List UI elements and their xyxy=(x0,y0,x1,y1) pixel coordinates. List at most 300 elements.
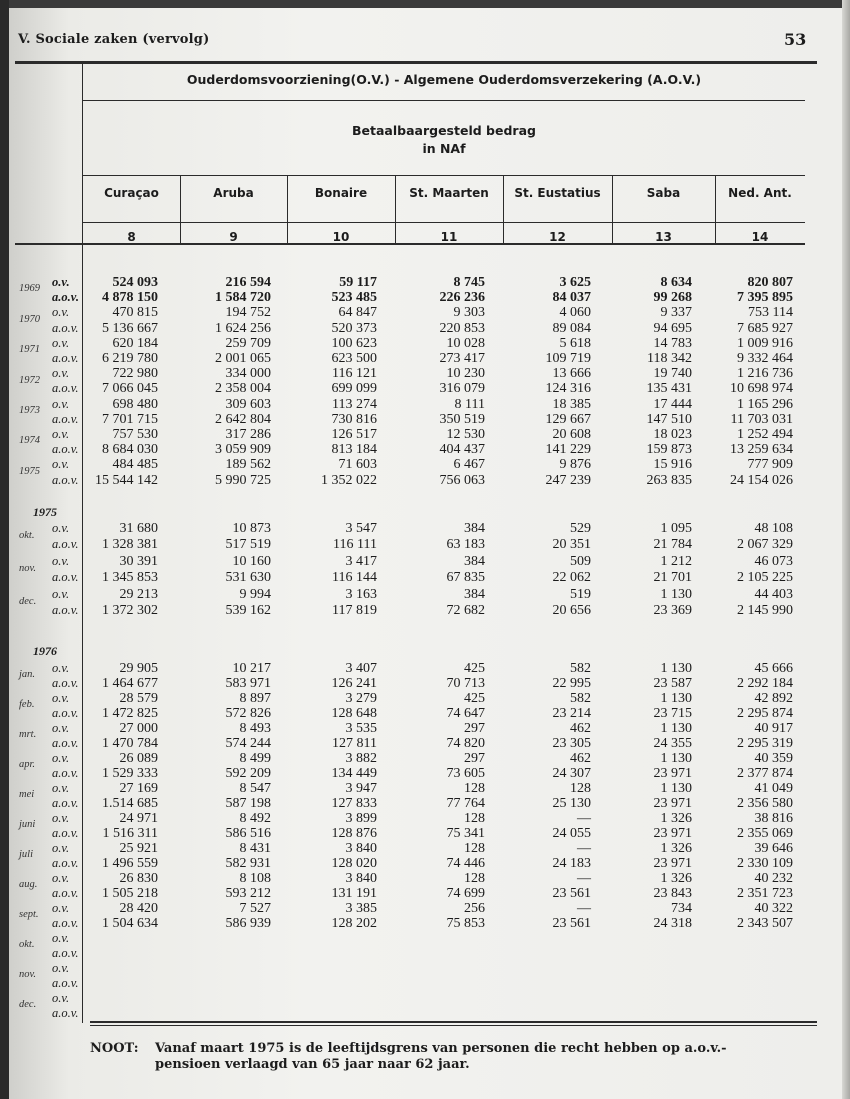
cell-value: 20 608 xyxy=(552,427,591,442)
table-row xyxy=(0,766,850,781)
row-type: o.v. xyxy=(52,521,70,535)
row-type: o.v. xyxy=(52,661,70,675)
cell-value: 593 212 xyxy=(225,886,271,901)
table-top-rule xyxy=(15,61,817,64)
cell-value: 23 305 xyxy=(552,736,591,751)
cell-value: — xyxy=(577,871,591,886)
cell-value: 129 667 xyxy=(545,411,591,427)
cell-value: 1 130 xyxy=(660,751,692,766)
cell-value: 113 274 xyxy=(332,396,377,412)
cell-value: 10 873 xyxy=(232,521,271,536)
period-label: jan. xyxy=(19,669,36,681)
column-header: St. Maarten xyxy=(409,186,489,200)
table-row xyxy=(0,781,850,796)
cell-value: 128 020 xyxy=(331,856,377,871)
table-row xyxy=(0,961,850,976)
cell-value: 350 519 xyxy=(439,411,485,427)
cell-value: 194 752 xyxy=(225,305,271,321)
table-row xyxy=(0,473,850,488)
cell-value: 27 169 xyxy=(119,781,158,796)
cell-value: 256 xyxy=(464,901,485,916)
cell-value: 23 587 xyxy=(653,676,692,691)
period-label: apr. xyxy=(19,759,36,771)
cell-value: 5 618 xyxy=(559,335,591,351)
cell-value: 4 060 xyxy=(559,305,591,321)
cell-value: 10 698 974 xyxy=(730,381,793,397)
cell-value: 3 163 xyxy=(345,586,377,602)
subtitle-line-1: Betaalbaargesteld bedrag xyxy=(352,123,536,138)
cell-value: 59 117 xyxy=(339,275,377,290)
cell-value: 1 326 xyxy=(660,871,692,886)
cell-value: 74 699 xyxy=(446,886,485,901)
cell-value: 14 783 xyxy=(653,335,692,351)
cell-value: 84 037 xyxy=(552,290,591,306)
cell-value: 820 807 xyxy=(747,275,793,290)
section-heading: V. Sociale zaken (vervolg) xyxy=(18,32,210,47)
row-type: o.v. xyxy=(52,396,70,411)
cell-value: 7 066 045 xyxy=(102,381,158,397)
cell-value: 23 971 xyxy=(653,796,692,811)
cell-value: 3 535 xyxy=(345,721,377,736)
row-type: o.v. xyxy=(52,931,70,945)
cell-value: 13 666 xyxy=(552,366,591,382)
cell-value: 147 510 xyxy=(646,411,692,427)
cell-value: 134 449 xyxy=(331,766,377,781)
row-type: a.o.v. xyxy=(52,1006,79,1020)
cell-value: 20 351 xyxy=(552,537,591,553)
cell-value: 216 594 xyxy=(225,275,271,290)
cell-value: 2 358 004 xyxy=(215,381,271,397)
cell-value: 586 939 xyxy=(225,916,271,931)
cell-value: 587 198 xyxy=(225,796,271,811)
cell-value: 384 xyxy=(464,521,485,536)
row-type: o.v. xyxy=(52,366,70,381)
period-label: dec. xyxy=(19,999,37,1011)
table-row xyxy=(0,570,850,585)
table-row xyxy=(0,397,850,412)
cell-value: 39 646 xyxy=(754,841,793,856)
cell-value: 297 xyxy=(464,721,485,736)
column-number: 14 xyxy=(751,230,769,244)
cell-value: 529 xyxy=(570,521,591,536)
cell-value: 699 099 xyxy=(331,381,377,397)
cell-value: 334 000 xyxy=(225,366,271,382)
column-header: Bonaire xyxy=(314,186,368,200)
row-type: a.o.v. xyxy=(52,736,79,750)
cell-value: 226 236 xyxy=(439,290,485,306)
table-row xyxy=(0,661,850,676)
cell-value: 38 816 xyxy=(754,811,793,826)
cell-value: 10 230 xyxy=(446,366,485,382)
cell-value: 128 xyxy=(464,811,485,826)
cell-value: 75 341 xyxy=(446,826,485,841)
cell-value: 582 xyxy=(570,691,591,706)
cell-value: 42 892 xyxy=(754,691,793,706)
period-label: mrt. xyxy=(19,729,37,741)
cell-value: 127 833 xyxy=(331,796,377,811)
cell-value: 425 xyxy=(464,691,485,706)
row-type: a.o.v. xyxy=(52,856,79,870)
cell-value: 21 701 xyxy=(653,570,692,586)
cell-value: 67 835 xyxy=(446,570,485,586)
cell-value: 1 372 302 xyxy=(102,603,158,618)
period-label: juli xyxy=(19,849,34,861)
cell-value: 9 994 xyxy=(239,586,271,602)
cell-value: 2 351 723 xyxy=(737,886,793,901)
cell-value: 3 840 xyxy=(345,841,377,856)
cell-value: 734 xyxy=(671,901,692,916)
row-type: a.o.v. xyxy=(52,796,79,810)
table-row xyxy=(0,275,850,290)
cell-value: 220 853 xyxy=(439,320,485,336)
row-type: a.o.v. xyxy=(52,826,79,840)
cell-value: 27 000 xyxy=(119,721,158,736)
table-row xyxy=(0,886,850,901)
cell-value: 523 485 xyxy=(331,290,377,306)
cell-value: 524 093 xyxy=(112,275,158,290)
table-title: Ouderdomsvoorziening(O.V.) - Algemene Ouderdomsverzekering (A.O.V.) xyxy=(186,72,702,87)
cell-value: 3 547 xyxy=(345,521,377,536)
cell-value: 20 656 xyxy=(552,603,591,618)
cell-value: 12 530 xyxy=(446,427,485,442)
cell-value: 757 530 xyxy=(112,427,158,442)
subtitle-rule xyxy=(83,175,805,176)
cell-value: 3 625 xyxy=(559,275,591,290)
cell-value: 582 xyxy=(570,661,591,676)
cell-value: 116 111 xyxy=(333,537,377,553)
row-type: a.o.v. xyxy=(52,766,79,780)
cell-value: 19 740 xyxy=(653,366,692,382)
row-type: a.o.v. xyxy=(52,976,79,990)
table-row xyxy=(0,976,850,991)
row-type: o.v. xyxy=(52,275,70,289)
cell-value: 94 695 xyxy=(653,320,692,336)
table-subtitle xyxy=(83,122,805,158)
row-type: a.o.v. xyxy=(52,537,79,552)
row-type: o.v. xyxy=(52,335,70,350)
cell-value: 2 295 874 xyxy=(737,706,793,721)
cell-value: 22 995 xyxy=(552,676,591,691)
cell-value: 2 377 874 xyxy=(737,766,793,781)
cell-value: 24 307 xyxy=(552,766,591,781)
column-number: 10 xyxy=(332,230,350,244)
cell-value: 8 111 xyxy=(454,396,485,412)
cell-value: 425 xyxy=(464,661,485,676)
cell-value: 317 286 xyxy=(225,427,271,442)
table-row xyxy=(0,537,850,552)
row-type: a.o.v. xyxy=(52,351,79,365)
table-row xyxy=(0,587,850,602)
cell-value: 40 359 xyxy=(754,751,793,766)
cell-value: 1 009 916 xyxy=(737,335,793,351)
cell-value: 63 183 xyxy=(446,537,485,553)
cell-value: 3 840 xyxy=(345,871,377,886)
cell-value: 309 603 xyxy=(225,396,271,412)
cell-value: 2 105 225 xyxy=(737,570,793,586)
row-type: a.o.v. xyxy=(52,290,79,305)
cell-value: 77 764 xyxy=(446,796,485,811)
cell-value: 128 876 xyxy=(331,826,377,841)
cell-value: 273 417 xyxy=(439,351,485,366)
cell-value: 2 642 804 xyxy=(215,411,271,427)
table-row xyxy=(0,321,850,336)
cell-value: 1 529 333 xyxy=(102,766,158,781)
cell-value: 259 709 xyxy=(225,335,271,351)
cell-value: 13 259 634 xyxy=(730,442,793,458)
cell-value: 531 630 xyxy=(225,570,271,586)
cell-value: 128 xyxy=(570,781,591,796)
cell-value: 1 212 xyxy=(660,553,692,569)
cell-value: 23 561 xyxy=(552,916,591,931)
table-row xyxy=(0,871,850,886)
cell-value: 4 878 150 xyxy=(102,290,158,306)
row-type: o.v. xyxy=(52,781,70,795)
table-row xyxy=(0,946,850,961)
row-type: a.o.v. xyxy=(52,603,79,617)
cell-value: 8 745 xyxy=(453,275,485,290)
column-number: 13 xyxy=(655,230,672,244)
cell-value: 1 505 218 xyxy=(102,886,158,901)
cell-value: 124 316 xyxy=(545,381,591,397)
cell-value: 40 917 xyxy=(754,721,793,736)
cell-value: 126 517 xyxy=(331,427,377,442)
cell-value: 5 990 725 xyxy=(215,472,271,488)
row-type: o.v. xyxy=(52,751,70,765)
table-row xyxy=(0,351,850,366)
cell-value: 2 330 109 xyxy=(737,856,793,871)
cell-value: 1 504 634 xyxy=(102,916,158,931)
row-type: o.v. xyxy=(52,961,70,975)
cell-value: 572 826 xyxy=(225,706,271,721)
cell-value: 109 719 xyxy=(545,351,591,366)
block-year-heading: 1976 xyxy=(33,644,57,658)
row-type: a.o.v. xyxy=(52,381,79,396)
cell-value: — xyxy=(577,841,591,856)
table-row xyxy=(0,412,850,427)
table-row xyxy=(0,1006,850,1021)
footnote-text: Vanaf maart 1975 is de leeftijdsgrens van personen die recht hebben op a.o.v.-pensioen verlaagd van 65 jaar naar 62 jaar. xyxy=(155,1041,727,1072)
cell-value: 730 816 xyxy=(331,411,377,427)
cell-value: 10 217 xyxy=(232,661,271,676)
cell-value: 698 480 xyxy=(112,396,158,412)
table-row xyxy=(0,290,850,305)
cell-value: 1 496 559 xyxy=(102,856,158,871)
table-row xyxy=(0,721,850,736)
cell-value: 9 876 xyxy=(559,457,591,473)
period-label: 1971 xyxy=(19,344,40,356)
column-number: 9 xyxy=(229,230,238,244)
cell-value: 15 916 xyxy=(653,457,692,473)
cell-value: 470 815 xyxy=(112,305,158,321)
cell-value: 404 437 xyxy=(439,442,485,458)
cell-value: 8 492 xyxy=(239,811,271,826)
period-label: 1970 xyxy=(19,313,40,325)
cell-value: 1 130 xyxy=(660,781,692,796)
period-label: 1972 xyxy=(19,374,40,386)
cell-value: 3 385 xyxy=(345,901,377,916)
cell-value: 247 239 xyxy=(545,472,591,488)
cell-value: 316 079 xyxy=(439,381,485,397)
cell-value: 116 121 xyxy=(332,366,377,382)
cell-value: 15 544 142 xyxy=(95,472,158,488)
period-label: juni xyxy=(19,819,36,831)
cell-value: 18 385 xyxy=(552,396,591,412)
row-type: o.v. xyxy=(52,871,70,885)
cell-value: 5 136 667 xyxy=(102,320,158,336)
cell-value: 574 244 xyxy=(225,736,271,751)
cell-value: 9 303 xyxy=(453,305,485,321)
cell-value: 7 527 xyxy=(239,901,271,916)
cell-value: 25 921 xyxy=(119,841,158,856)
cell-value: 384 xyxy=(464,553,485,569)
cell-value: 1 472 825 xyxy=(102,706,158,721)
cell-value: 23 561 xyxy=(552,886,591,901)
table-row xyxy=(0,841,850,856)
cell-value: 44 403 xyxy=(754,586,793,602)
cell-value: 1 464 677 xyxy=(102,676,158,691)
cell-value: 2 295 319 xyxy=(737,736,793,751)
table-row xyxy=(0,811,850,826)
page-number: 53 xyxy=(784,30,807,49)
cell-value: 73 605 xyxy=(446,766,485,781)
cell-value: 128 648 xyxy=(331,706,377,721)
cell-value: 18 023 xyxy=(653,427,692,442)
row-type: a.o.v. xyxy=(52,886,79,900)
cell-value: 74 446 xyxy=(446,856,485,871)
cell-value: 462 xyxy=(570,751,591,766)
cell-value: 1 470 784 xyxy=(102,736,158,751)
row-type: o.v. xyxy=(52,457,70,472)
cell-value: 64 847 xyxy=(338,305,377,321)
cell-value: — xyxy=(577,901,591,916)
cell-value: 31 680 xyxy=(119,521,158,536)
cell-value: 29 213 xyxy=(119,586,158,602)
cell-value: 21 784 xyxy=(653,537,692,553)
table-bottom-rule xyxy=(90,1021,817,1023)
cell-value: 116 144 xyxy=(332,570,377,586)
cell-value: 3 279 xyxy=(345,691,377,706)
cell-value: 1 130 xyxy=(660,721,692,736)
cell-value: 128 xyxy=(464,841,485,856)
cell-value: 40 232 xyxy=(754,871,793,886)
cell-value: 45 666 xyxy=(754,661,793,676)
table-row xyxy=(0,305,850,320)
period-label: mei xyxy=(19,789,35,801)
cell-value: 100 623 xyxy=(331,335,377,351)
cell-value: 25 130 xyxy=(552,796,591,811)
period-label: nov. xyxy=(19,969,37,981)
row-type: o.v. xyxy=(52,991,70,1005)
column-header-rule xyxy=(83,222,805,223)
table-row xyxy=(0,427,850,442)
cell-value: 117 819 xyxy=(332,603,377,618)
cell-value: 26 830 xyxy=(119,871,158,886)
row-type: o.v. xyxy=(52,427,70,441)
cell-value: 28 579 xyxy=(119,691,158,706)
table-row xyxy=(0,603,850,618)
cell-value: 8 108 xyxy=(239,871,271,886)
cell-value: 29 905 xyxy=(119,661,158,676)
cell-value: 99 268 xyxy=(653,290,692,306)
column-header: Ned. Ant. xyxy=(728,186,792,200)
cell-value: 72 682 xyxy=(446,603,485,618)
cell-value: 520 373 xyxy=(331,320,377,336)
cell-value: 753 114 xyxy=(748,305,793,321)
cell-value: 8 634 xyxy=(660,275,692,290)
cell-value: 23 214 xyxy=(552,706,591,721)
cell-value: 1 130 xyxy=(660,586,692,602)
cell-value: 8 493 xyxy=(239,721,271,736)
cell-value: 23 971 xyxy=(653,826,692,841)
cell-value: 2 001 065 xyxy=(215,351,271,366)
cell-value: 74 647 xyxy=(446,706,485,721)
row-type: o.v. xyxy=(52,305,70,320)
row-type: a.o.v. xyxy=(52,411,79,426)
cell-value: 23 971 xyxy=(653,856,692,871)
cell-value: 620 184 xyxy=(112,335,158,351)
cell-value: 9 337 xyxy=(660,305,692,321)
table-row xyxy=(0,751,850,766)
table-row xyxy=(0,521,850,536)
column-header: Curaçao xyxy=(104,186,159,200)
cell-value: 1 516 311 xyxy=(102,826,158,841)
cell-value: 7 685 927 xyxy=(737,320,793,336)
cell-value: 1 216 736 xyxy=(737,366,793,382)
cell-value: 384 xyxy=(464,586,485,602)
row-type: o.v. xyxy=(52,841,70,855)
cell-value: 89 084 xyxy=(552,320,591,336)
cell-value: 128 202 xyxy=(331,916,377,931)
period-label: dec. xyxy=(19,595,37,607)
cell-value: 126 241 xyxy=(331,676,377,691)
cell-value: 777 909 xyxy=(747,457,793,473)
row-type: o.v. xyxy=(52,811,70,825)
table-row xyxy=(0,554,850,569)
cell-value: 141 229 xyxy=(545,442,591,458)
cell-value: 1 584 720 xyxy=(215,290,271,306)
cell-value: 6 467 xyxy=(453,457,485,473)
cell-value: 128 xyxy=(464,871,485,886)
cell-value: 586 516 xyxy=(225,826,271,841)
period-label: 1975 xyxy=(19,465,40,477)
cell-value: 462 xyxy=(570,721,591,736)
cell-value: 3 407 xyxy=(345,661,377,676)
table-row xyxy=(0,457,850,472)
table-row xyxy=(0,336,850,351)
cell-value: 263 835 xyxy=(646,472,692,488)
cell-value: 48 108 xyxy=(754,521,793,536)
cell-value: 2 292 184 xyxy=(737,676,793,691)
cell-value: 8 431 xyxy=(239,841,271,856)
cell-value: 24 055 xyxy=(552,826,591,841)
table-row xyxy=(0,366,850,381)
cell-value: 11 703 031 xyxy=(730,411,793,427)
table-row xyxy=(0,856,850,871)
block-year-heading: 1975 xyxy=(33,505,57,519)
row-type: a.o.v. xyxy=(52,442,79,457)
cell-value: 159 873 xyxy=(646,442,692,458)
column-header: Aruba xyxy=(213,186,254,200)
cell-value: 8 547 xyxy=(239,781,271,796)
cell-value: 3 417 xyxy=(345,553,377,569)
cell-value: 24 971 xyxy=(119,811,158,826)
column-number: 11 xyxy=(440,230,458,244)
row-type: a.o.v. xyxy=(52,916,79,930)
cell-value: 1 352 022 xyxy=(321,472,377,488)
cell-value: 70 713 xyxy=(446,676,485,691)
cell-value: 7 395 895 xyxy=(737,290,793,306)
period-label: 1973 xyxy=(19,404,40,416)
